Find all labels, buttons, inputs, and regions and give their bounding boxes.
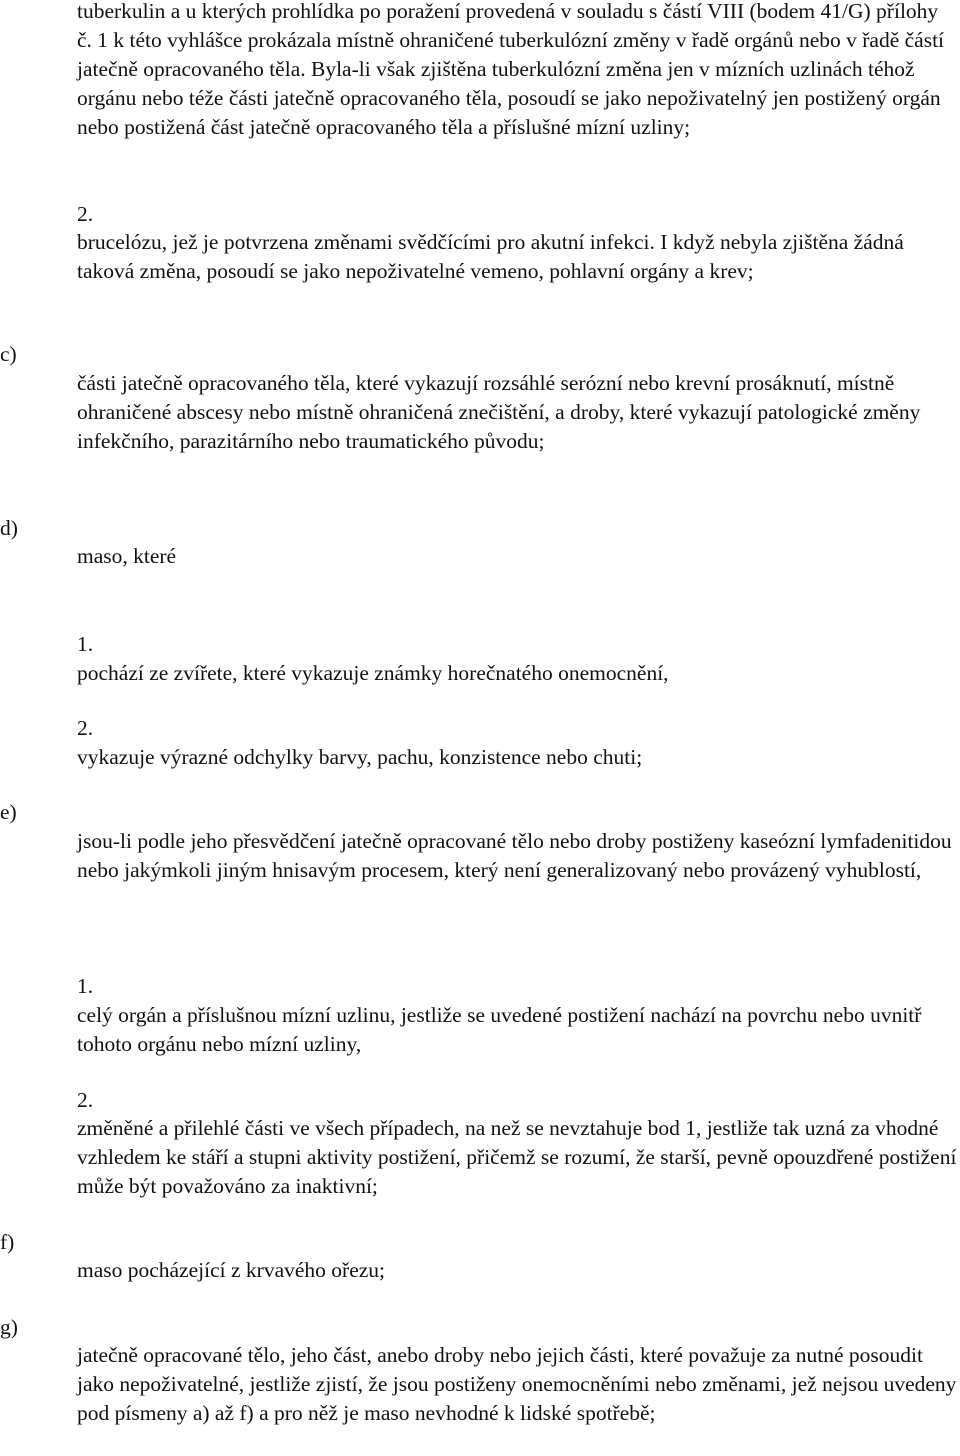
letter-f-text: maso pocházející z krvavého ořezu; (77, 1258, 386, 1282)
letter-d-label: d) (0, 516, 18, 540)
item-e-1-text: celý orgán a příslušnou mízní uzlinu, jestliže se uvedené postižení nachází na povrchu nebo uvnitř tohoto orgánu nebo mízní uzliny, (77, 1003, 922, 1056)
item-d-2-text: vykazuje výrazné odchylky barvy, pachu, konzistence nebo chuti; (77, 745, 643, 769)
letter-c-label: c) (0, 342, 17, 366)
letter-c-text: části jatečně opracovaného těla, které vykazují rozsáhlé serózní nebo krevní prosáknutí, místně ohraničené abscesy nebo místně ohraničená znečištění, a droby, které vykazují patologické změny infekčního, parazitárního nebo traumatického původu; (77, 371, 921, 453)
letter-e-label: e) (0, 800, 17, 824)
item-b-2-number: 2. (77, 202, 94, 226)
item-d-1-number: 1. (77, 632, 94, 656)
item-d-1-text: pochází ze zvířete, které vykazuje známky horečnatého onemocnění, (77, 661, 669, 685)
intro-paragraph: tuberkulin a u kterých prohlídka po poražení provedená v souladu s částí VIII (bodem 41/G) přílohy č. 1 k této vyhlášce prokázala místně ohraničené tuberkulózní změny v řadě orgánů nebo v řadě částí jatečně opracovaného těla. Byla-li však zjištěna tuberkulózní změna jen v mízních uzlinách téhož orgánu nebo téže části jatečně opracovaného těla, posoudí se jako nepoživatelný jen postižený orgán nebo postižená část jatečně opracovaného těla a příslušné mízní uzliny; (77, 0, 945, 139)
letter-g-label: g) (0, 1315, 18, 1339)
item-e-1-number: 1. (77, 974, 94, 998)
letter-f-label: f) (0, 1230, 15, 1254)
letter-d-text: maso, které (77, 544, 177, 568)
item-e-2-text: změněné a přilehlé části ve všech případech, na než se nevztahuje bod 1, jestliže tak uzná za vhodné vzhledem ke stáří a stupni aktivity postižení, přičemž se rozumí, že starší, pevně opouzdřené postižení může být považováno za inaktivní; (77, 1116, 957, 1198)
letter-g-text: jatečně opracované tělo, jeho část, anebo droby nebo jejich části, které považuje za nutné posoudit jako nepoživatelné, jestliže zjistí, že jsou postiženy onemocněními nebo změnami, jež nejsou uvedeny pod písmeny a) až f) a pro něž je maso nevhodné k lidské spotřebě; (77, 1343, 957, 1425)
item-b-2-text: brucelózu, jež je potvrzena změnami svědčícími pro akutní infekci. I když nebyla zjištěna žádná taková změna, posoudí se jako nepoživatelné vemeno, pohlavní orgány a krev; (77, 230, 904, 283)
item-d-2-number: 2. (77, 716, 94, 740)
letter-e-text: jsou-li podle jeho přesvědčení jatečně opracované tělo nebo droby postiženy kaseózní lymfadenitidou nebo jakýmkoli jiným hnisavým procesem, který není generalizovaný nebo provázený vyhublostí, (77, 829, 952, 882)
item-e-2-number: 2. (77, 1088, 94, 1112)
